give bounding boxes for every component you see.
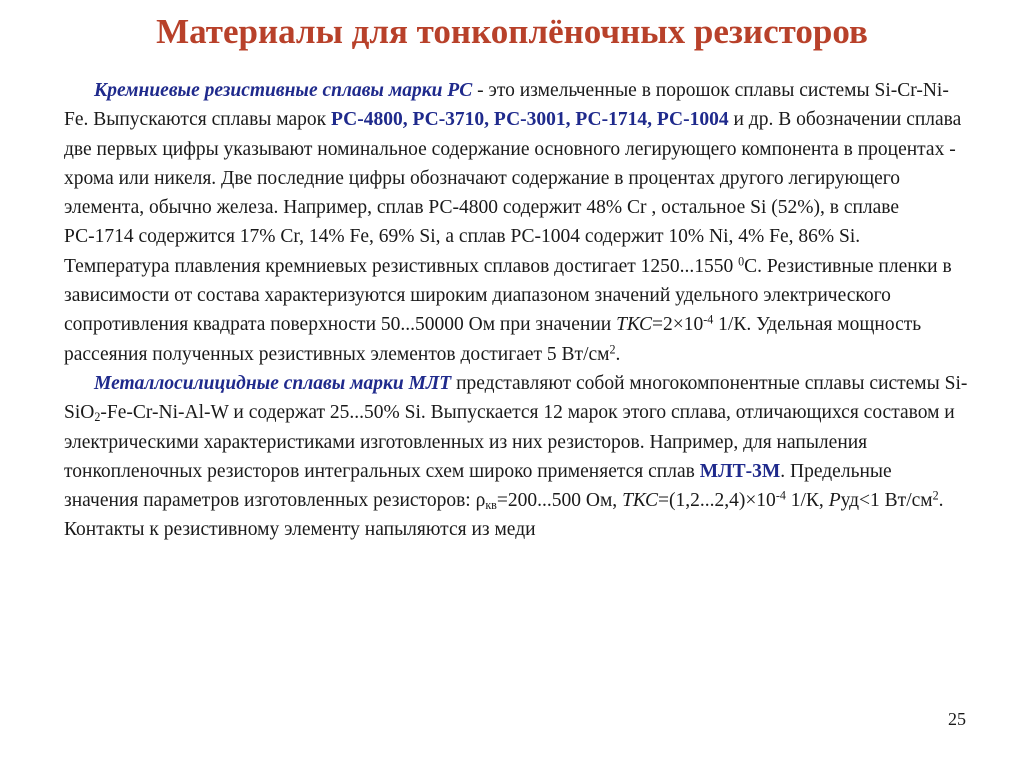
text: - это измельченные в порошок сплавы системы Si-Cr-Ni-Fe. Выпускаются сплавы марок: [64, 80, 949, 131]
text: =(1,2...2,4)×10: [657, 490, 776, 512]
text: уд<1 Вт/см: [840, 490, 933, 512]
tks-label: ТКС: [616, 314, 652, 336]
text: представляют собой многокомпонентные сплавы системы Si-SiO: [64, 372, 968, 424]
text: =2×10: [651, 314, 704, 336]
degree-superscript: 0: [738, 254, 745, 269]
text: -Fe-Cr-Ni-Al-W и содержат 25...50% Si. Выпускается 12 марок этого сплава, отличающихся составом и электрическими характеристиками изготовленных из них резисторов. Например, для напыления тонкопленочных резисторов интегральных схем широко применяется сплав: [64, 402, 955, 482]
text: . Контакты к резистивному элементу напыляются из меди: [64, 490, 944, 541]
paragraph-mlt-alloys: [64, 369, 969, 545]
rho-symbol: ρ: [475, 490, 486, 512]
page-number: 25: [948, 709, 966, 729]
exponent: -4: [775, 488, 786, 503]
square-superscript: 2: [609, 342, 616, 357]
slide-title: Материалы для тонкоплёночных резисторов: [156, 12, 868, 51]
text: 1/К,: [785, 490, 829, 512]
text: 1/К. Удельная мощность рассеяния полученных резистивных элементов достигает 5 Вт/см: [64, 314, 922, 365]
text: и др. В обозначении сплава две первых цифры указывают номинальное содержание основного легирующего компонента в процентах - хрома или никеля. Две последние цифры обозначают содержание в процентах другого легирующего элемента, обычно железа. Например, сплав РС-4800 содержит 48% Cr , остальное Si (52%), в сплаве РС-1714 содержится 17% Cr, 14% Fe, 69% Si, а сплав РС-1004 содержит 10% Ni, 4% Fe, 86% Si. Температура плавления кремниевых резистивных сплавов достигает 1250...1550: [64, 109, 962, 277]
rho-subscript: кв: [485, 498, 497, 513]
exponent: -4: [703, 312, 714, 327]
square-superscript: 2: [932, 488, 939, 503]
power-symbol: Р: [828, 490, 841, 512]
slide-body: [64, 76, 969, 545]
alloy-brands-rs: РС-4800, РС-3710, РС-3001, РС-1714, РС-1004: [330, 109, 729, 131]
term-rs-alloys: Кремниевые резистивные сплавы марки РС: [94, 80, 473, 101]
text: . Предельные значения параметров изготовленных резисторов:: [64, 460, 892, 512]
tks-label: ТКС: [622, 490, 658, 512]
text: =200...500 Ом,: [496, 490, 623, 512]
text: С. Резистивные пленки в зависимости от состава характеризуются широким диапазоном значений удельного электрического сопротивления квадрата поверхности 50...50000 Ом при значении: [64, 255, 952, 336]
term-mlt-alloys: Металлосилицидные сплавы марки МЛТ: [94, 372, 452, 394]
alloy-brand-mlt3m: МЛТ-3М: [699, 460, 781, 482]
paragraph-rs-alloys: [64, 76, 969, 369]
text: .: [615, 343, 621, 365]
subscript: 2: [94, 410, 101, 425]
